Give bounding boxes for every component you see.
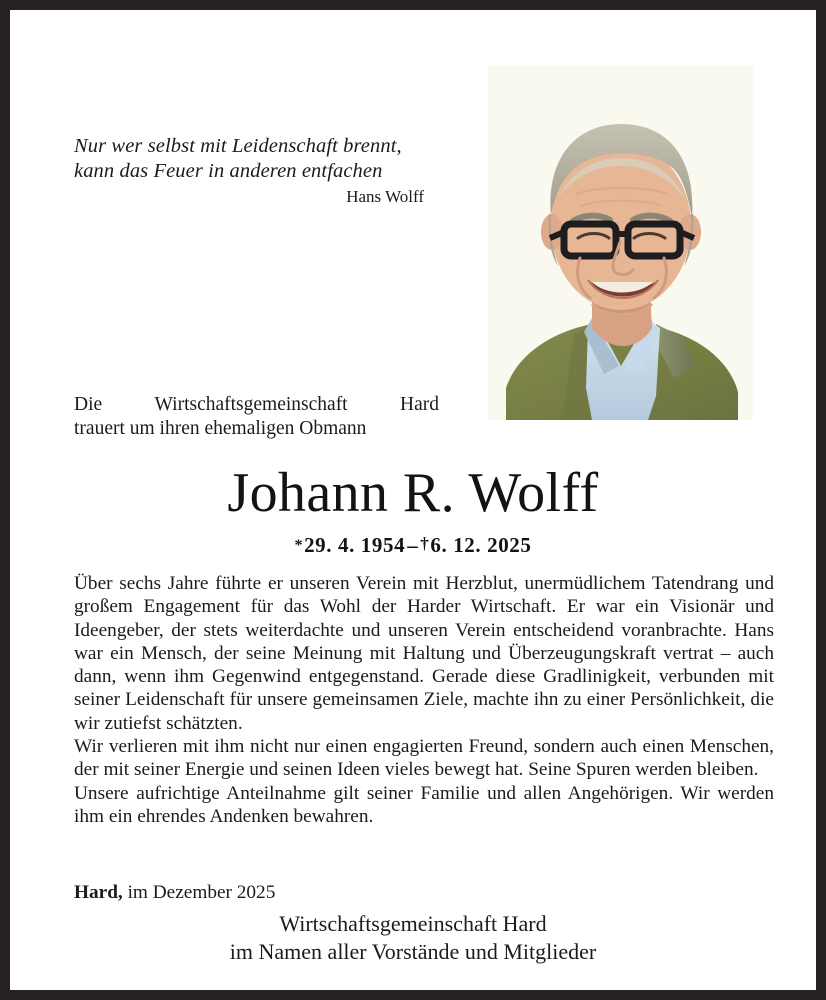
eulogy-paragraph-1: Über sechs Jahre führte er unseren Verein mit Herzblut, unermüdlichem Tatendrang und großem Engagement für das Wohl der Harder Wirtschaft. Er war ein Visionär und Ideengeber, der stets weiterdachte und unseren Verein entscheidend voranbrachte. Hans war ein Mensch, der seine Meinung mit Haltung und Überzeugungskraft vertrat – auch dann, wenn ihm Gegenwind entgegenstand. Gerade diese Gradlinigkeit, verbunden mit seiner Leidenschaft für unsere gemeinsamen Ziele, machte ihn zu einer Persönlichkeit, die wir zutiefst schätzten. <box>74 573 774 734</box>
date-separator: – <box>407 533 419 557</box>
intro-text <box>74 393 439 441</box>
intro-word-1: Die <box>74 394 103 415</box>
eulogy-paragraph-3: Unsere aufrichtige Anteilnahme gilt seiner Familie und allen Angehörigen. Wir werden ihm ein ehrendes Andenken bewahren. <box>74 782 774 827</box>
notice-date: im Dezember 2025 <box>122 882 276 903</box>
portrait-illustration <box>488 66 753 420</box>
birth-date: 29. 4. 1954 <box>304 533 406 557</box>
quote-line-1: Nur wer selbst mit Leidenschaft brennt, <box>74 135 402 157</box>
death-symbol-icon: † <box>420 534 430 553</box>
intro-word-3: Hard <box>400 394 439 415</box>
signature-subtitle: im Namen aller Vorstände und Mitglieder <box>229 939 597 964</box>
eulogy-paragraph-2: Wir verlieren mit ihm nicht nur einen engagierten Freund, sondern auch einen Menschen, der mit seiner Energie und seinen Ideen vieles bewegt hat. Seine Spuren werden bleiben. <box>74 736 774 781</box>
signature-organisation: Wirtschaftsgemeinschaft Hard <box>279 911 547 936</box>
notice-content-area <box>10 10 816 990</box>
intro-line-1 <box>74 393 439 417</box>
intro-line-2: trauert um ihren ehemaligen Obmann <box>74 418 367 439</box>
deceased-dates <box>10 531 816 559</box>
portrait-photo <box>488 66 753 420</box>
intro-word-2: Wirtschaftsgemeinschaft <box>154 394 348 415</box>
quote-attribution: Hans Wolff <box>346 187 424 206</box>
eulogy-text <box>74 572 774 828</box>
death-date: 6. 12. 2025 <box>430 533 532 557</box>
place-name: Hard, <box>74 882 123 903</box>
quote-line-2: kann das Feuer in anderen entfachen <box>74 160 383 182</box>
deceased-name: Johann R. Wolff <box>227 462 599 524</box>
quotation-block <box>74 134 424 208</box>
birth-symbol-icon: * <box>294 537 304 554</box>
place-and-date-line <box>74 881 275 905</box>
signature-block <box>10 910 816 966</box>
